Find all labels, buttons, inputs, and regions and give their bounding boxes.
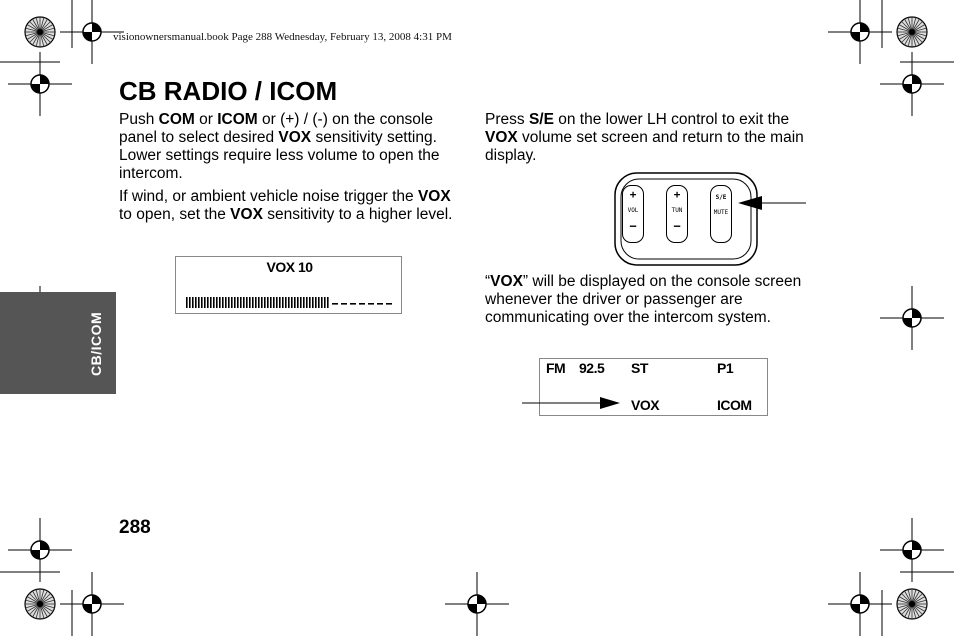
vox-level-tick <box>291 297 293 308</box>
vox-level-tick <box>243 297 245 308</box>
vox-level-tick <box>261 297 263 308</box>
vox-level-tick <box>198 297 200 308</box>
vox-level-tick <box>321 297 323 308</box>
tune-rocker-button[interactable]: + TUN − <box>666 185 688 243</box>
stereo-label: ST <box>631 360 648 376</box>
control-buttons <box>622 185 752 251</box>
right-paragraph-2: “VOX” will be displayed on the console screen whenever the driver or passenger are communicating over the intercom system. <box>485 273 802 326</box>
vox-level-tick <box>210 297 212 308</box>
vox-level-tick <box>207 297 209 308</box>
vox-indicator: VOX <box>631 397 660 413</box>
vox-level-tick <box>192 297 194 308</box>
vox-level-tick <box>279 297 281 308</box>
band-label: FM <box>546 360 566 376</box>
crosshair-mark <box>445 572 509 636</box>
vox-level-tick <box>312 297 314 308</box>
vox-level-tick <box>216 297 218 308</box>
vox-level-tick <box>228 297 230 308</box>
vox-level-tick <box>270 297 272 308</box>
vox-level-tick <box>258 297 260 308</box>
vox-level-tick <box>297 297 299 308</box>
vox-level-tick <box>327 297 329 308</box>
vox-level-tick <box>285 297 287 308</box>
vox-level-dash <box>350 303 356 305</box>
vox-level-label: VOX 10 <box>266 259 313 275</box>
vox-level-dash <box>377 303 383 305</box>
vox-level-tick <box>234 297 236 308</box>
page-header-runner: visionownersmanual.book Page 288 Wednesday, February 13, 2008 4:31 PM <box>113 31 452 43</box>
vox-level-tick <box>246 297 248 308</box>
vox-level-tick <box>222 297 224 308</box>
se-mute-button[interactable]: S/E MUTE <box>710 185 732 243</box>
vox-level-dash <box>341 303 347 305</box>
vox-level-tick <box>201 297 203 308</box>
vox-level-tick <box>186 297 188 308</box>
vox-level-tick <box>240 297 242 308</box>
registration-wheel <box>25 589 55 619</box>
vox-level-dash <box>368 303 374 305</box>
vox-level-tick <box>231 297 233 308</box>
vox-level-tick <box>300 297 302 308</box>
vox-level-tick <box>303 297 305 308</box>
crosshair-mark <box>60 572 124 636</box>
icom-indicator: ICOM <box>717 397 752 413</box>
left-paragraph-2: If wind, or ambient vehicle noise trigger the VOX to open, set the VOX sensitivity to a higher level. <box>119 188 453 223</box>
vox-level-tick <box>294 297 296 308</box>
vox-level-dash <box>386 303 392 305</box>
vox-level-tick <box>267 297 269 308</box>
vox-level-tick <box>255 297 257 308</box>
vox-level-display <box>175 256 402 314</box>
vox-level-dash <box>332 303 338 305</box>
vox-level-bar <box>186 297 396 309</box>
vox-level-tick <box>288 297 290 308</box>
left-paragraph-1: Push COM or ICOM or (+) / (-) on the console panel to select desired VOX sensitivity setting. Lower settings require less volume to open the intercom. <box>119 111 440 182</box>
vox-level-tick <box>264 297 266 308</box>
vox-level-tick <box>252 297 254 308</box>
vox-level-tick <box>315 297 317 308</box>
vox-level-tick <box>306 297 308 308</box>
vox-level-tick <box>213 297 215 308</box>
page-number: 288 <box>119 517 151 538</box>
vox-level-tick <box>282 297 284 308</box>
vox-level-tick <box>219 297 221 308</box>
vox-level-tick <box>225 297 227 308</box>
vox-level-tick <box>318 297 320 308</box>
vox-level-tick <box>273 297 275 308</box>
preset-label: P1 <box>717 360 734 376</box>
right-paragraph-1: Press S/E on the lower LH control to exit the VOX volume set screen and return to the main display. <box>485 111 804 164</box>
vox-level-tick <box>309 297 311 308</box>
vox-pointer-arrow <box>520 396 624 410</box>
registration-wheel <box>897 17 927 47</box>
crosshair-mark <box>880 286 944 350</box>
registration-wheel <box>25 17 55 47</box>
vox-level-tick <box>276 297 278 308</box>
vox-level-tick <box>237 297 239 308</box>
frequency-label: 92.5 <box>579 360 605 376</box>
page-title: CB RADIO / ICOM <box>119 76 338 106</box>
vox-level-tick <box>189 297 191 308</box>
vox-level-dash <box>359 303 365 305</box>
vox-level-tick <box>204 297 206 308</box>
vox-level-tick <box>195 297 197 308</box>
vox-level-tick <box>324 297 326 308</box>
registration-wheel <box>897 589 927 619</box>
vox-level-tick <box>249 297 251 308</box>
volume-rocker-button[interactable]: + VOL − <box>622 185 644 243</box>
side-tab-label: CB/ICOM <box>88 311 104 377</box>
